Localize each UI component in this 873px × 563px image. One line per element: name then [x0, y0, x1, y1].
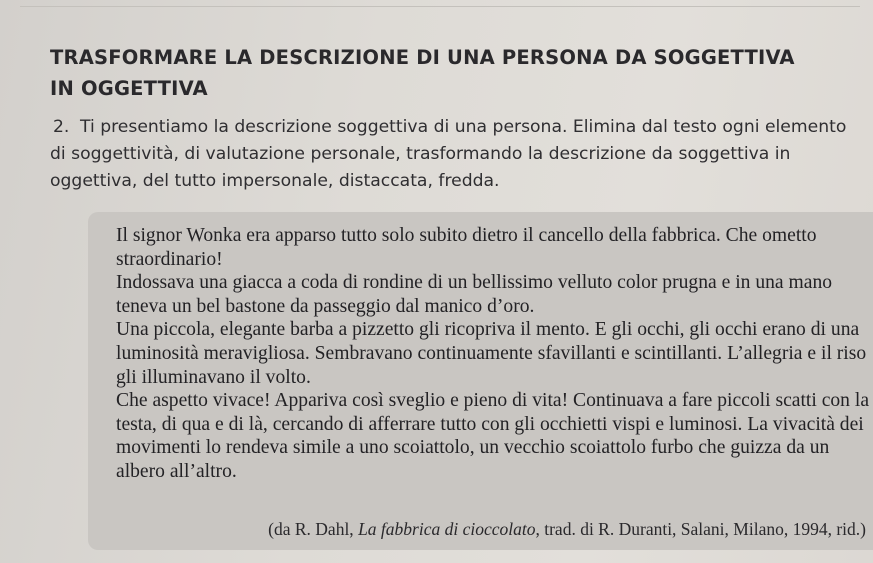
citation-title: La fabbrica di cioccolato: [358, 519, 536, 539]
section-heading: [50, 42, 850, 104]
exercise-text: Ti presentiamo la descrizione soggettiva di una persona. Elimina dal testo ogni elemento di soggettività, di valutazione personale, trasformando la descrizione da soggettiva in oggettiva, del tutto impersonale, distaccata, fredda.: [50, 117, 847, 191]
heading-line-1: TRASFORMARE LA DESCRIZIONE DI UNA PERSONA DA SOGGETTIVA: [50, 46, 795, 69]
quote-paragraph: Una piccola, elegante barba a pizzetto gli ricopriva il mento. E gli occhi, gli occhi erano di una luminosità meravigliosa. Sembravano continuamente sfavillanti e scintillanti. L’allegria e il riso gli illuminavano il volto.: [116, 319, 867, 388]
quoted-passage: [116, 224, 871, 484]
exercise-instructions: [50, 114, 860, 195]
heading-line-2: IN OGGETTIVA: [50, 77, 208, 100]
quote-paragraph: Che aspetto vivace! Appariva così sveglio e pieno di vita! Continuava a fare piccoli scatti con la testa, di qua e di là, cercando di afferrare tutto con gli occhietti vispi e luminosi. La vivacità dei movimenti lo rendeva simile a uno scoiattolo, un vecchio scoiattolo furbo che guizza da un albero all’altro.: [116, 390, 870, 482]
citation-suffix: , trad. di R. Duranti, Salani, Milano, 1994, rid.): [535, 519, 866, 539]
quote-paragraph: Il signor Wonka era apparso tutto solo subito dietro il cancello della fabbrica. Che ometto straordinario!: [116, 225, 817, 270]
top-divider: [20, 6, 860, 7]
source-citation: [0, 519, 866, 540]
quote-paragraph: Indossava una giacca a coda di rondine di un bellissimo velluto color prugna e in una mano teneva un bel bastone da passeggio dal manico d’oro.: [116, 272, 833, 317]
exercise-number: 2.: [53, 117, 70, 137]
citation-prefix: (da R. Dahl,: [268, 519, 359, 539]
